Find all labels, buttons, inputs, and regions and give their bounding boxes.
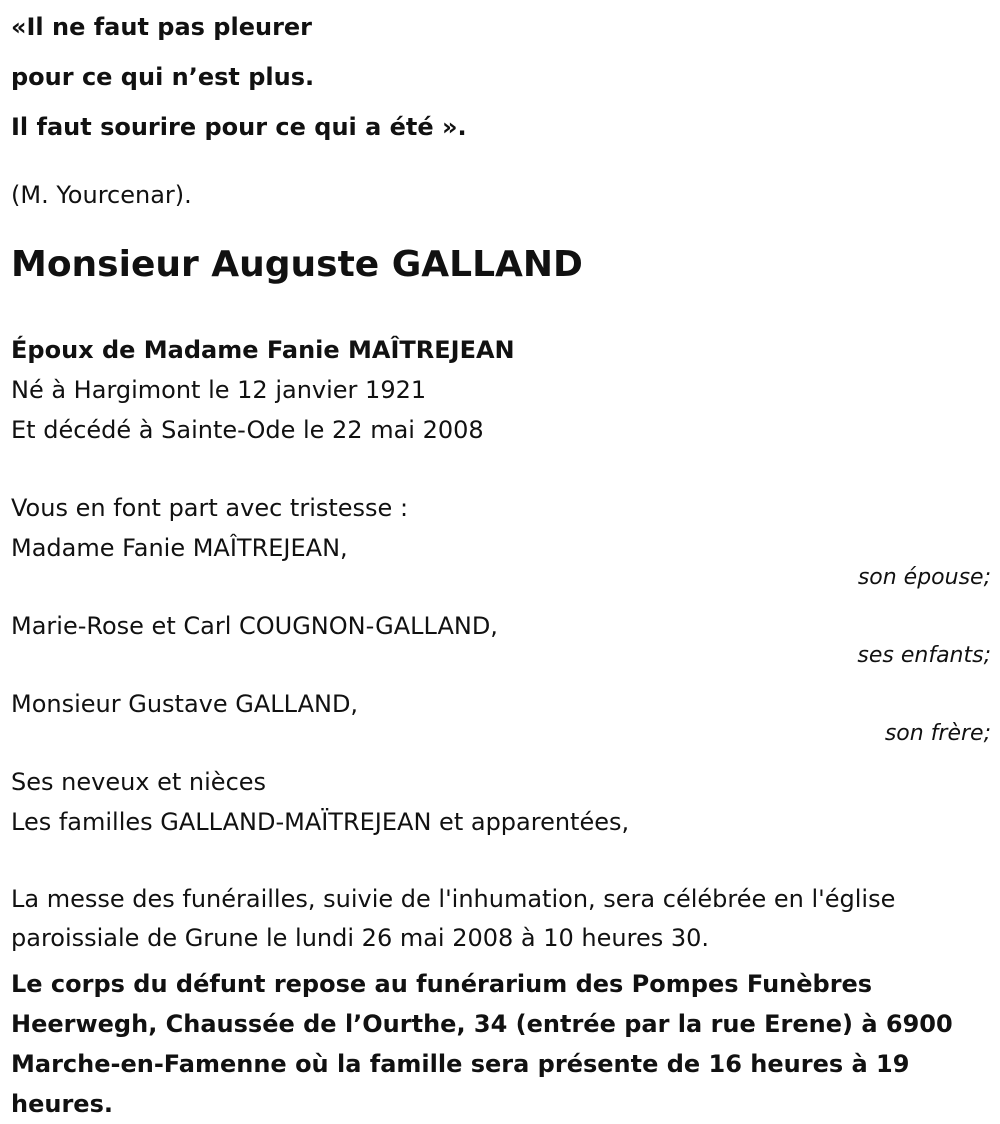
family-announcement	[11, 488, 991, 842]
quote-author: (M. Yourcenar).	[11, 181, 192, 209]
family-other: Les familles GALLAND-MAÏTREJEAN et apparentées,	[11, 808, 630, 836]
funerarium-line: Le corps du défunt repose au funérarium des Pompes Funèbres	[11, 970, 873, 998]
quote-line: Il faut sourire pour ce qui a été ».	[11, 113, 467, 141]
family-other: Ses neveux et nièces	[11, 768, 267, 796]
family-member-name: Madame Fanie MAÎTREJEAN,	[11, 534, 348, 562]
mass-line: paroissiale de Grune le lundi 26 mai 2008 à 10 heures 30.	[11, 924, 710, 952]
funerarium-line: Heerwegh, Chaussée de l’Ourthe, 34 (entrée par la rue Erene) à 6900	[11, 1010, 953, 1038]
family-member	[11, 528, 991, 590]
family-member	[11, 684, 991, 746]
funerarium-line: heures.	[11, 1090, 113, 1118]
quote-line: «Il ne faut pas pleurer	[11, 13, 313, 41]
quote-line: pour ce qui n’est plus.	[11, 63, 315, 91]
funerarium-info	[11, 964, 991, 1124]
obituary-document	[11, 0, 991, 1124]
family-member-relation: ses enfants;	[857, 643, 991, 668]
mass-line: La messe des funérailles, suivie de l'inhumation, sera célébrée en l'église	[11, 885, 896, 913]
family-member-relation: son frère;	[884, 721, 991, 746]
spouse-line: Époux de Madame Fanie MAÎTREJEAN	[11, 336, 515, 364]
family-member-name: Monsieur Gustave GALLAND,	[11, 690, 359, 718]
funeral-mass-info	[11, 880, 991, 958]
epigraph-quote	[11, 0, 991, 152]
death-line: Et décédé à Sainte-Ode le 22 mai 2008	[11, 416, 484, 444]
deceased-name: Monsieur Auguste GALLAND	[11, 244, 583, 285]
family-member-name: Marie-Rose et Carl COUGNON-GALLAND,	[11, 612, 498, 640]
civil-details	[11, 330, 991, 450]
family-intro: Vous en font part avec tristesse :	[11, 494, 409, 522]
funerarium-line: Marche-en-Famenne où la famille sera présente de 16 heures à 19	[11, 1050, 910, 1078]
family-member-relation: son épouse;	[857, 565, 991, 590]
family-member	[11, 606, 991, 668]
birth-line: Né à Hargimont le 12 janvier 1921	[11, 376, 427, 404]
